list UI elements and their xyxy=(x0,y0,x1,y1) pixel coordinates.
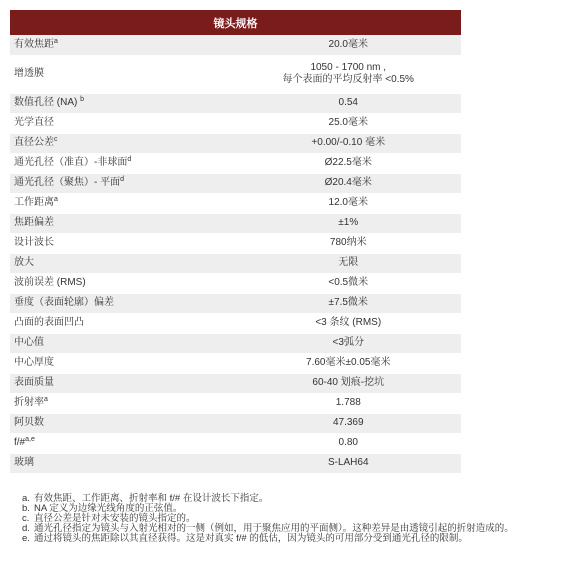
table-row xyxy=(10,293,461,313)
spec-value xyxy=(236,333,462,353)
spec-value xyxy=(236,35,462,55)
spec-value-text: <3弧分 xyxy=(332,337,364,348)
spec-value xyxy=(236,413,462,433)
spec-label xyxy=(10,173,236,193)
table-row xyxy=(10,133,461,153)
spec-label xyxy=(10,213,236,233)
spec-value-text: 47.369 xyxy=(332,417,364,428)
spec-value xyxy=(236,433,462,453)
spec-value-text: 780纳米 xyxy=(329,237,367,248)
spec-label-text: 焦距偏差 xyxy=(14,217,54,228)
spec-value-text: ±7.5微米 xyxy=(328,297,368,308)
footnote-marker: b xyxy=(80,96,85,103)
spec-label-text: 中心值 xyxy=(14,337,44,348)
spec-value xyxy=(236,273,462,293)
table-row xyxy=(10,313,461,333)
spec-value-text: <3 条纹 (RMS) xyxy=(315,317,382,328)
spec-value xyxy=(236,133,462,153)
spec-value xyxy=(236,353,462,373)
spec-label xyxy=(10,393,236,413)
spec-label-text: 增透膜 xyxy=(14,68,44,79)
spec-label-text: 中心厚度 xyxy=(14,357,54,368)
table-row xyxy=(10,153,461,173)
table-row xyxy=(10,333,461,353)
spec-value xyxy=(236,93,462,113)
spec-value-text: Ø22.5毫米 xyxy=(324,157,372,168)
footnote-tag: c. xyxy=(22,513,30,524)
spec-label xyxy=(10,55,236,93)
spec-value-text: 25.0毫米 xyxy=(328,117,368,128)
footnote-marker: a,e xyxy=(25,436,35,443)
footnote-tag: d. xyxy=(22,523,30,534)
spec-value xyxy=(236,293,462,313)
spec-label-text: 波前误差 (RMS) xyxy=(14,277,86,288)
spec-value xyxy=(236,393,462,413)
table-row xyxy=(10,213,461,233)
spec-value-text: ±1% xyxy=(338,217,359,228)
table-row xyxy=(10,253,461,273)
spec-value xyxy=(236,453,462,473)
spec-value xyxy=(236,153,462,173)
spec-label xyxy=(10,93,236,113)
spec-value xyxy=(236,213,462,233)
footnote-tag: a. xyxy=(22,493,30,504)
spec-value-text: Ø20.4毫米 xyxy=(324,177,372,188)
spec-value-text: 60-40 划痕-挖坑 xyxy=(312,377,385,388)
spec-value-text: 1.788 xyxy=(335,397,361,408)
footnotes xyxy=(22,494,577,544)
spec-label xyxy=(10,353,236,373)
spec-label-text: 光学直径 xyxy=(14,117,54,128)
spec-label xyxy=(10,273,236,293)
footnote-marker: a xyxy=(54,37,58,45)
spec-value-text: 1050 - 1700 nm , xyxy=(310,62,387,73)
spec-label xyxy=(10,373,236,393)
spec-label xyxy=(10,133,236,153)
footnote-tag: b. xyxy=(22,503,30,514)
footnote-text: 有效焦距、工作距离、折射率和 f/# 在设计波长下指定。 xyxy=(34,493,269,504)
lens-spec-table xyxy=(10,10,461,474)
footnote-marker: c xyxy=(54,136,58,143)
spec-value-text-line2: 每个表面的平均反射率 <0.5% xyxy=(282,74,414,85)
footnote-text: 通光孔径指定为镜头与入射光相对的一侧（例如，用于聚焦应用的平面侧）。这种差异是由透镜引起的折射造成的。 xyxy=(34,523,514,534)
spec-label-text: 表面质量 xyxy=(14,377,54,388)
table-row xyxy=(10,413,461,433)
spec-value xyxy=(236,173,462,193)
spec-label xyxy=(10,35,236,55)
spec-label-text: 数值孔径 (NA) xyxy=(14,97,81,108)
spec-value xyxy=(236,233,462,253)
spec-label xyxy=(10,113,236,133)
spec-value-text: +0.00/-0.10 毫米 xyxy=(311,137,386,148)
spec-label-text: 凸面的表面凹凸 xyxy=(14,317,84,328)
table-row xyxy=(10,433,461,453)
spec-value-text: 0.54 xyxy=(338,97,358,108)
spec-value xyxy=(236,313,462,333)
table-row xyxy=(10,173,461,193)
spec-label-text: 阿贝数 xyxy=(14,417,44,428)
spec-label-text: 设计波长 xyxy=(14,237,54,248)
lens-spec-container xyxy=(10,10,461,474)
spec-label xyxy=(10,193,236,213)
table-title: 镜头规格 xyxy=(10,10,461,35)
table-row xyxy=(10,273,461,293)
footnote-text: 直径公差是针对未安装的镜头指定的。 xyxy=(34,513,196,524)
table-row xyxy=(10,35,461,55)
spec-value-text: <0.5微米 xyxy=(328,277,369,288)
table-row xyxy=(10,373,461,393)
spec-label-text: 放大 xyxy=(14,257,34,268)
spec-label-text: 折射率 xyxy=(14,397,44,408)
footnote-marker: a xyxy=(44,396,48,403)
footnote-item xyxy=(22,534,577,544)
table-row xyxy=(10,193,461,213)
spec-label xyxy=(10,153,236,173)
spec-label-text: 垂度（表面轮廓）偏差 xyxy=(14,297,114,308)
spec-label xyxy=(10,233,236,253)
footnote-text: NA 定义为边缘光线角度的正弦值。 xyxy=(34,503,183,514)
spec-value-text: 7.60毫米±0.05毫米 xyxy=(306,357,391,368)
spec-value xyxy=(236,113,462,133)
table-row xyxy=(10,233,461,253)
spec-label-text: 通光孔径（聚焦）- 平面 xyxy=(14,177,121,188)
spec-label-text: 直径公差 xyxy=(14,137,54,148)
footnote-marker: d xyxy=(120,176,125,183)
spec-value-text: S-LAH64 xyxy=(327,457,369,468)
footnote-tag: e. xyxy=(22,533,30,544)
table-row xyxy=(10,353,461,373)
spec-label xyxy=(10,453,236,473)
spec-label-text: 工作距离 xyxy=(14,197,54,208)
spec-label-text: 通光孔径（准直）-非球面 xyxy=(14,157,128,168)
spec-label xyxy=(10,313,236,333)
spec-label-text: 玻璃 xyxy=(14,457,34,468)
spec-label xyxy=(10,413,236,433)
spec-value xyxy=(236,193,462,213)
spec-value-text: 无限 xyxy=(338,257,359,268)
table-row xyxy=(10,113,461,133)
spec-value-text: 20.0毫米 xyxy=(328,38,368,50)
spec-label xyxy=(10,253,236,273)
spec-value xyxy=(236,55,462,93)
spec-label xyxy=(10,433,236,453)
table-row xyxy=(10,93,461,113)
table-row xyxy=(10,55,461,93)
footnote-text: 通过将镜头的焦距除以其直径获得。这是对真实 f/# 的低估，因为镜头的可用部分受到通光孔径的限制。 xyxy=(34,533,468,544)
table-row xyxy=(10,453,461,473)
spec-value-text: 0.80 xyxy=(338,437,358,448)
spec-label xyxy=(10,333,236,353)
spec-value xyxy=(236,373,462,393)
table-row xyxy=(10,393,461,413)
footnote-marker: d xyxy=(127,156,132,163)
spec-label xyxy=(10,293,236,313)
spec-label-text: f/# xyxy=(14,437,26,448)
spec-label-text: 有效焦距 xyxy=(14,38,54,50)
footnote-marker: a xyxy=(54,196,58,203)
spec-value-text: 12.0毫米 xyxy=(328,197,368,208)
spec-value xyxy=(236,253,462,273)
